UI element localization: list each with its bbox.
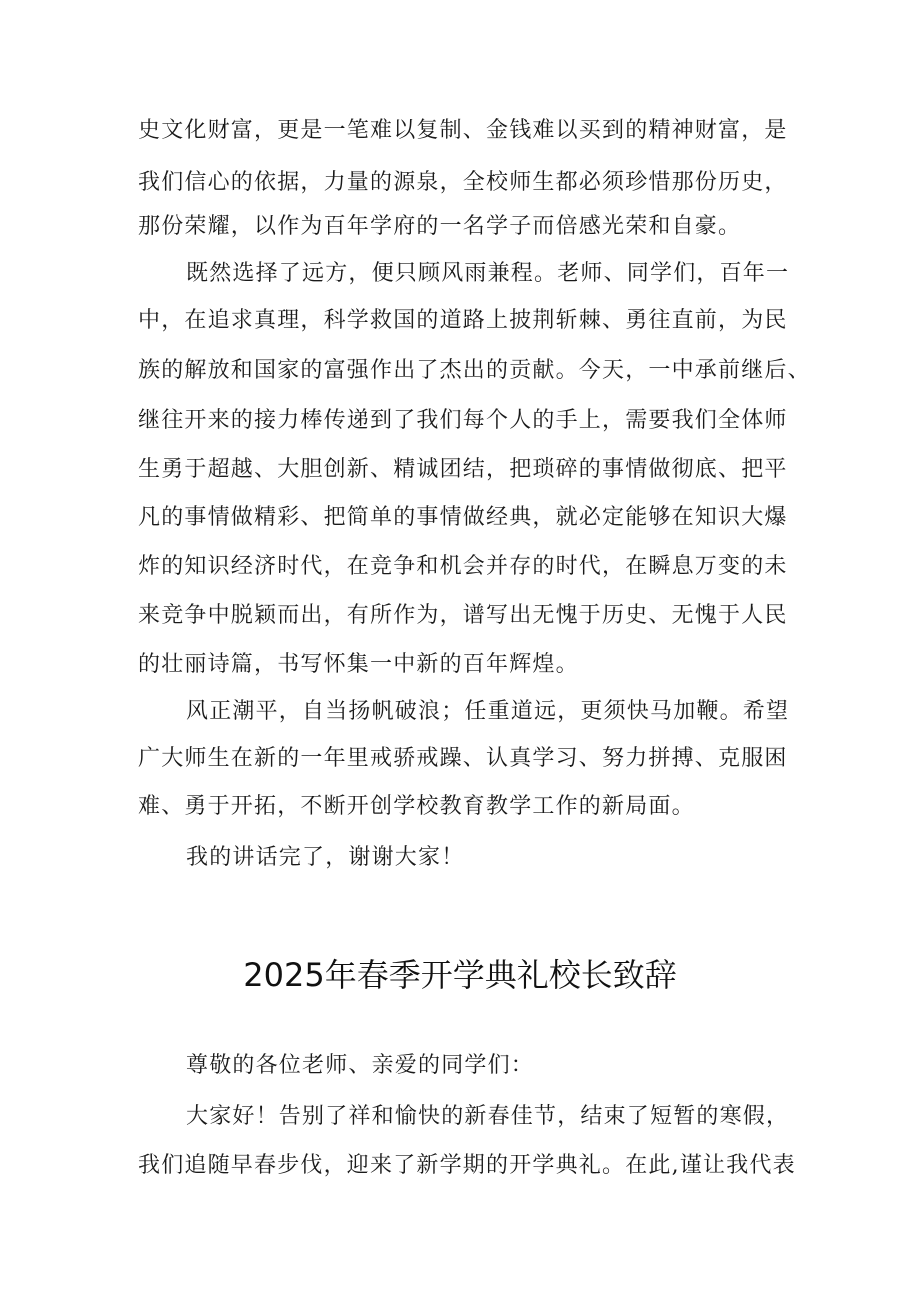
text-line: 难、勇于开拓，不断开创学校教育教学工作的新局面。 <box>138 794 695 819</box>
text-line: 广大师生在新的一年里戒骄戒躁、认真学习、努力拼搏、克服困 <box>138 746 788 771</box>
text-line: 我们信心的依据，力量的源泉，全校师生都必须珍惜那份历史， <box>138 170 788 195</box>
paragraph-start-line: 我的讲话完了，谢谢大家！ <box>186 845 465 870</box>
paragraph-start-line: 大家好！告别了祥和愉快的新春佳节，结束了短暂的寒假， <box>186 1104 790 1129</box>
text-line: 史文化财富，更是一笔难以复制、金钱难以买到的精神财富，是 <box>138 118 788 143</box>
text-line: 继往开来的接力棒传递到了我们每个人的手上，需要我们全体师 <box>138 408 788 433</box>
text-line: 的壮丽诗篇，书写怀集一中新的百年辉煌。 <box>138 652 579 677</box>
paragraph-start-line: 风正潮平，自当扬帆破浪；任重道远，更须快马加鞭。希望 <box>186 699 790 724</box>
text-line: 来竞争中脱颖而出，有所作为，谱写出无愧于历史、无愧于人民 <box>138 603 788 628</box>
text-line: 中，在追求真理，科学救国的道路上披荆斩棘、勇往直前，为民 <box>138 308 788 333</box>
text-line: 炸的知识经济时代，在竞争和机会并存的时代，在瞬息万变的未 <box>138 554 788 579</box>
text-line: 我们追随早春步伐，迎来了新学期的开学典礼。在此,谨让我代表 <box>138 1153 796 1178</box>
salutation-line: 尊敬的各位老师、亲爱的同学们： <box>186 1053 535 1078</box>
text-line: 那份荣耀，以作为百年学府的一名学子而倍感光荣和自豪。 <box>138 214 742 239</box>
text-line: 凡的事情做精彩、把简单的事情做经典，就必定能够在知识大爆 <box>138 505 788 530</box>
text-line: 生勇于超越、大胆创新、精诚团结，把琐碎的事情做彻底、把平 <box>138 457 788 482</box>
document-title: 2025年春季开学典礼校长致辞 <box>243 956 677 994</box>
paragraph-start-line: 既然选择了远方，便只顾风雨兼程。老师、同学们，百年一 <box>186 261 790 286</box>
text-line: 族的解放和国家的富强作出了杰出的贡献。今天，一中承前继后、 <box>138 358 811 383</box>
